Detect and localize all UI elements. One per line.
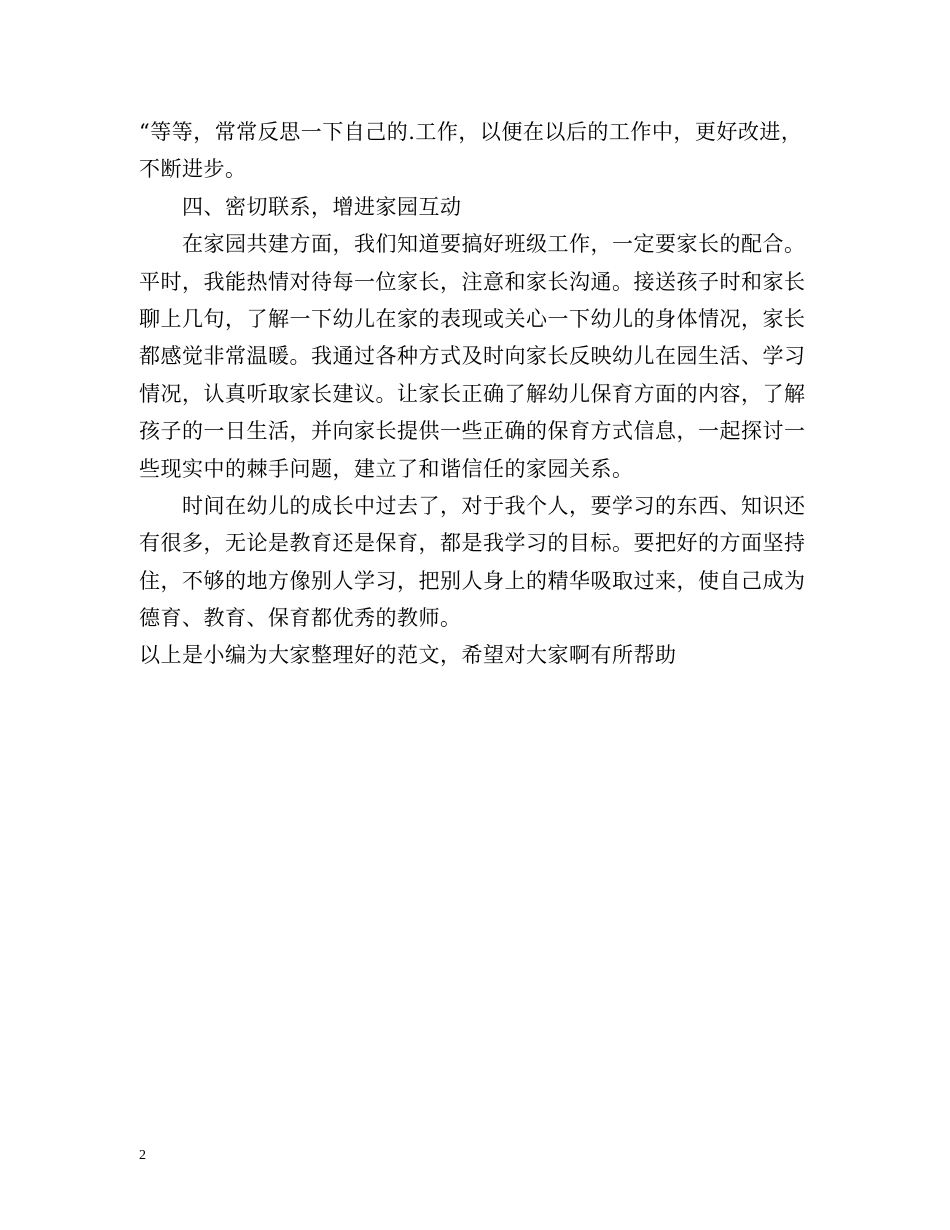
text-line: 平时，我能热情对待每一位家长，注意和家长沟通。接送孩子时和家长	[139, 269, 806, 294]
document-body	[139, 114, 829, 675]
text-line: 孩子的一日生活，并向家长提供一些正确的保育方式信息，一起探讨一	[139, 419, 806, 444]
text-line: 住，不够的地方像别人学习，把别人身上的精华吸取过来，使自己成为	[139, 568, 806, 593]
text-line: 都感觉非常温暖。我通过各种方式及时向家长反映幼儿在园生活、学习	[139, 344, 806, 369]
text-line: 情况，认真听取家长建议。让家长正确了解幼儿保育方面的内容，了解	[139, 381, 806, 406]
text-line: 不断进步。	[139, 157, 247, 182]
text-line: 些现实中的棘手问题，建立了和谐信任的家园关系。	[139, 456, 634, 481]
section-heading: 四、密切联系，增进家园互动	[182, 194, 462, 219]
closing-line: 以上是小编为大家整理好的范文，希望对大家啊有所帮助	[139, 643, 677, 668]
text-line: 有很多，无论是教育还是保育，都是我学习的目标。要把好的方面坚持	[139, 531, 806, 556]
text-line: 聊上几句，了解一下幼儿在家的表现或关心一下幼儿的身体情况，家长	[139, 306, 806, 331]
text-line: 时间在幼儿的成长中过去了，对于我个人，要学习的东西、知识还	[182, 493, 806, 518]
text-line: 在家园共建方面，我们知道要搞好班级工作，一定要家长的配合。	[182, 232, 806, 257]
text-line: 德育、教育、保育都优秀的教师。	[139, 606, 462, 631]
text-line: “等等，常常反思一下自己的.工作，以便在以后的工作中，更好改进，	[139, 120, 803, 144]
page-number: 2	[139, 1148, 146, 1163]
